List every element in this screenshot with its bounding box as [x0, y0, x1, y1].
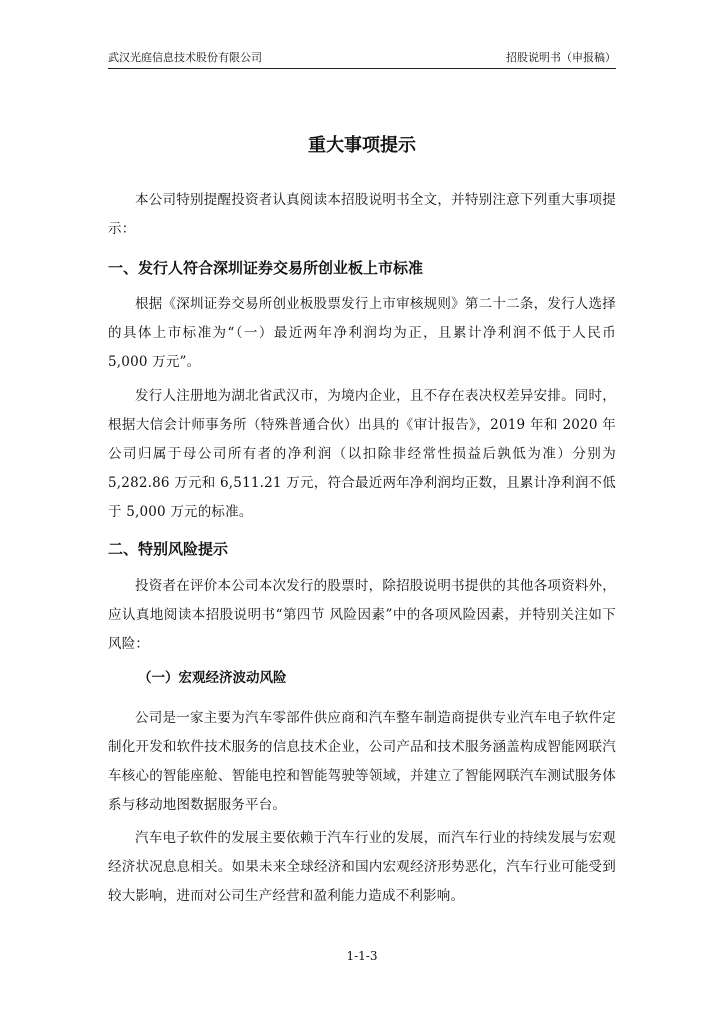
header-company-name: 武汉光庭信息技术股份有限公司: [108, 51, 262, 64]
subsection-1-paragraph-1: 公司是一家主要为汽车零部件供应商和汽车整车制造商提供专业汽车电子软件定制化开发和软件技术服务的信息技术企业，公司产品和技术服务涵盖构成智能网联汽车核心的智能座舱、智能电控和智能驾驶等领域，并建立了智能网联汽车测试服务体系与移动地图数据服务平台。: [108, 710, 616, 813]
page-title: 重大事项提示: [308, 135, 416, 156]
subsection-1-heading: （一）宏观经济波动风险: [138, 670, 287, 686]
subsection-1-paragraph-2: 汽车电子软件的发展主要依赖于汽车行业的发展，而汽车行业的持续发展与宏观经济状况息息相关。如果未来全球经济和国内宏观经济形势恶化，汽车行业可能受到较大影响，进而对公司生产经营和盈利能力造成不利影响。: [108, 830, 616, 904]
page-header: [108, 48, 616, 69]
intro-paragraph: 本公司特别提醒投资者认真阅读本招股说明书全文，并特别注意下列重大事项提示：: [108, 192, 616, 237]
page-number: 1-1-3: [346, 949, 378, 963]
section-2-intro-paragraph: 投资者在评价本公司本次发行的股票时，除招股说明书提供的其他各项资料外，应认真地阅读本招股说明书“第四节 风险因素”中的各项风险因素，并特别关注如下风险：: [108, 578, 616, 652]
section-1-heading: 一、发行人符合深圳证券交易所创业板上市标准: [108, 259, 424, 277]
section-2-heading: 二、特别风险提示: [108, 540, 229, 558]
section-1-paragraph-1: 根据《深圳证券交易所创业板股票发行上市审核规则》第二十二条，发行人选择的具体上市标准为“（一）最近两年净利润均为正，且累计净利润不低于人民币 5,000 万元”。: [108, 296, 616, 370]
section-1-paragraph-2: 发行人注册地为湖北省武汉市，为境内企业，且不存在表决权差异安排。同时，根据大信会计师事务所（特殊普通合伙）出具的《审计报告》，2019 年和 2020 年公司归属于母公司所有者的净利润（以扣除非经常性损益后孰低为准）分别为 5,282.86 万元和 6,511.21 万元，符合最近两年净利润均正数，且累计净利润不低于 5,000 万元的标准。: [108, 388, 616, 520]
header-document-type: 招股说明书（申报稿）: [506, 51, 616, 64]
